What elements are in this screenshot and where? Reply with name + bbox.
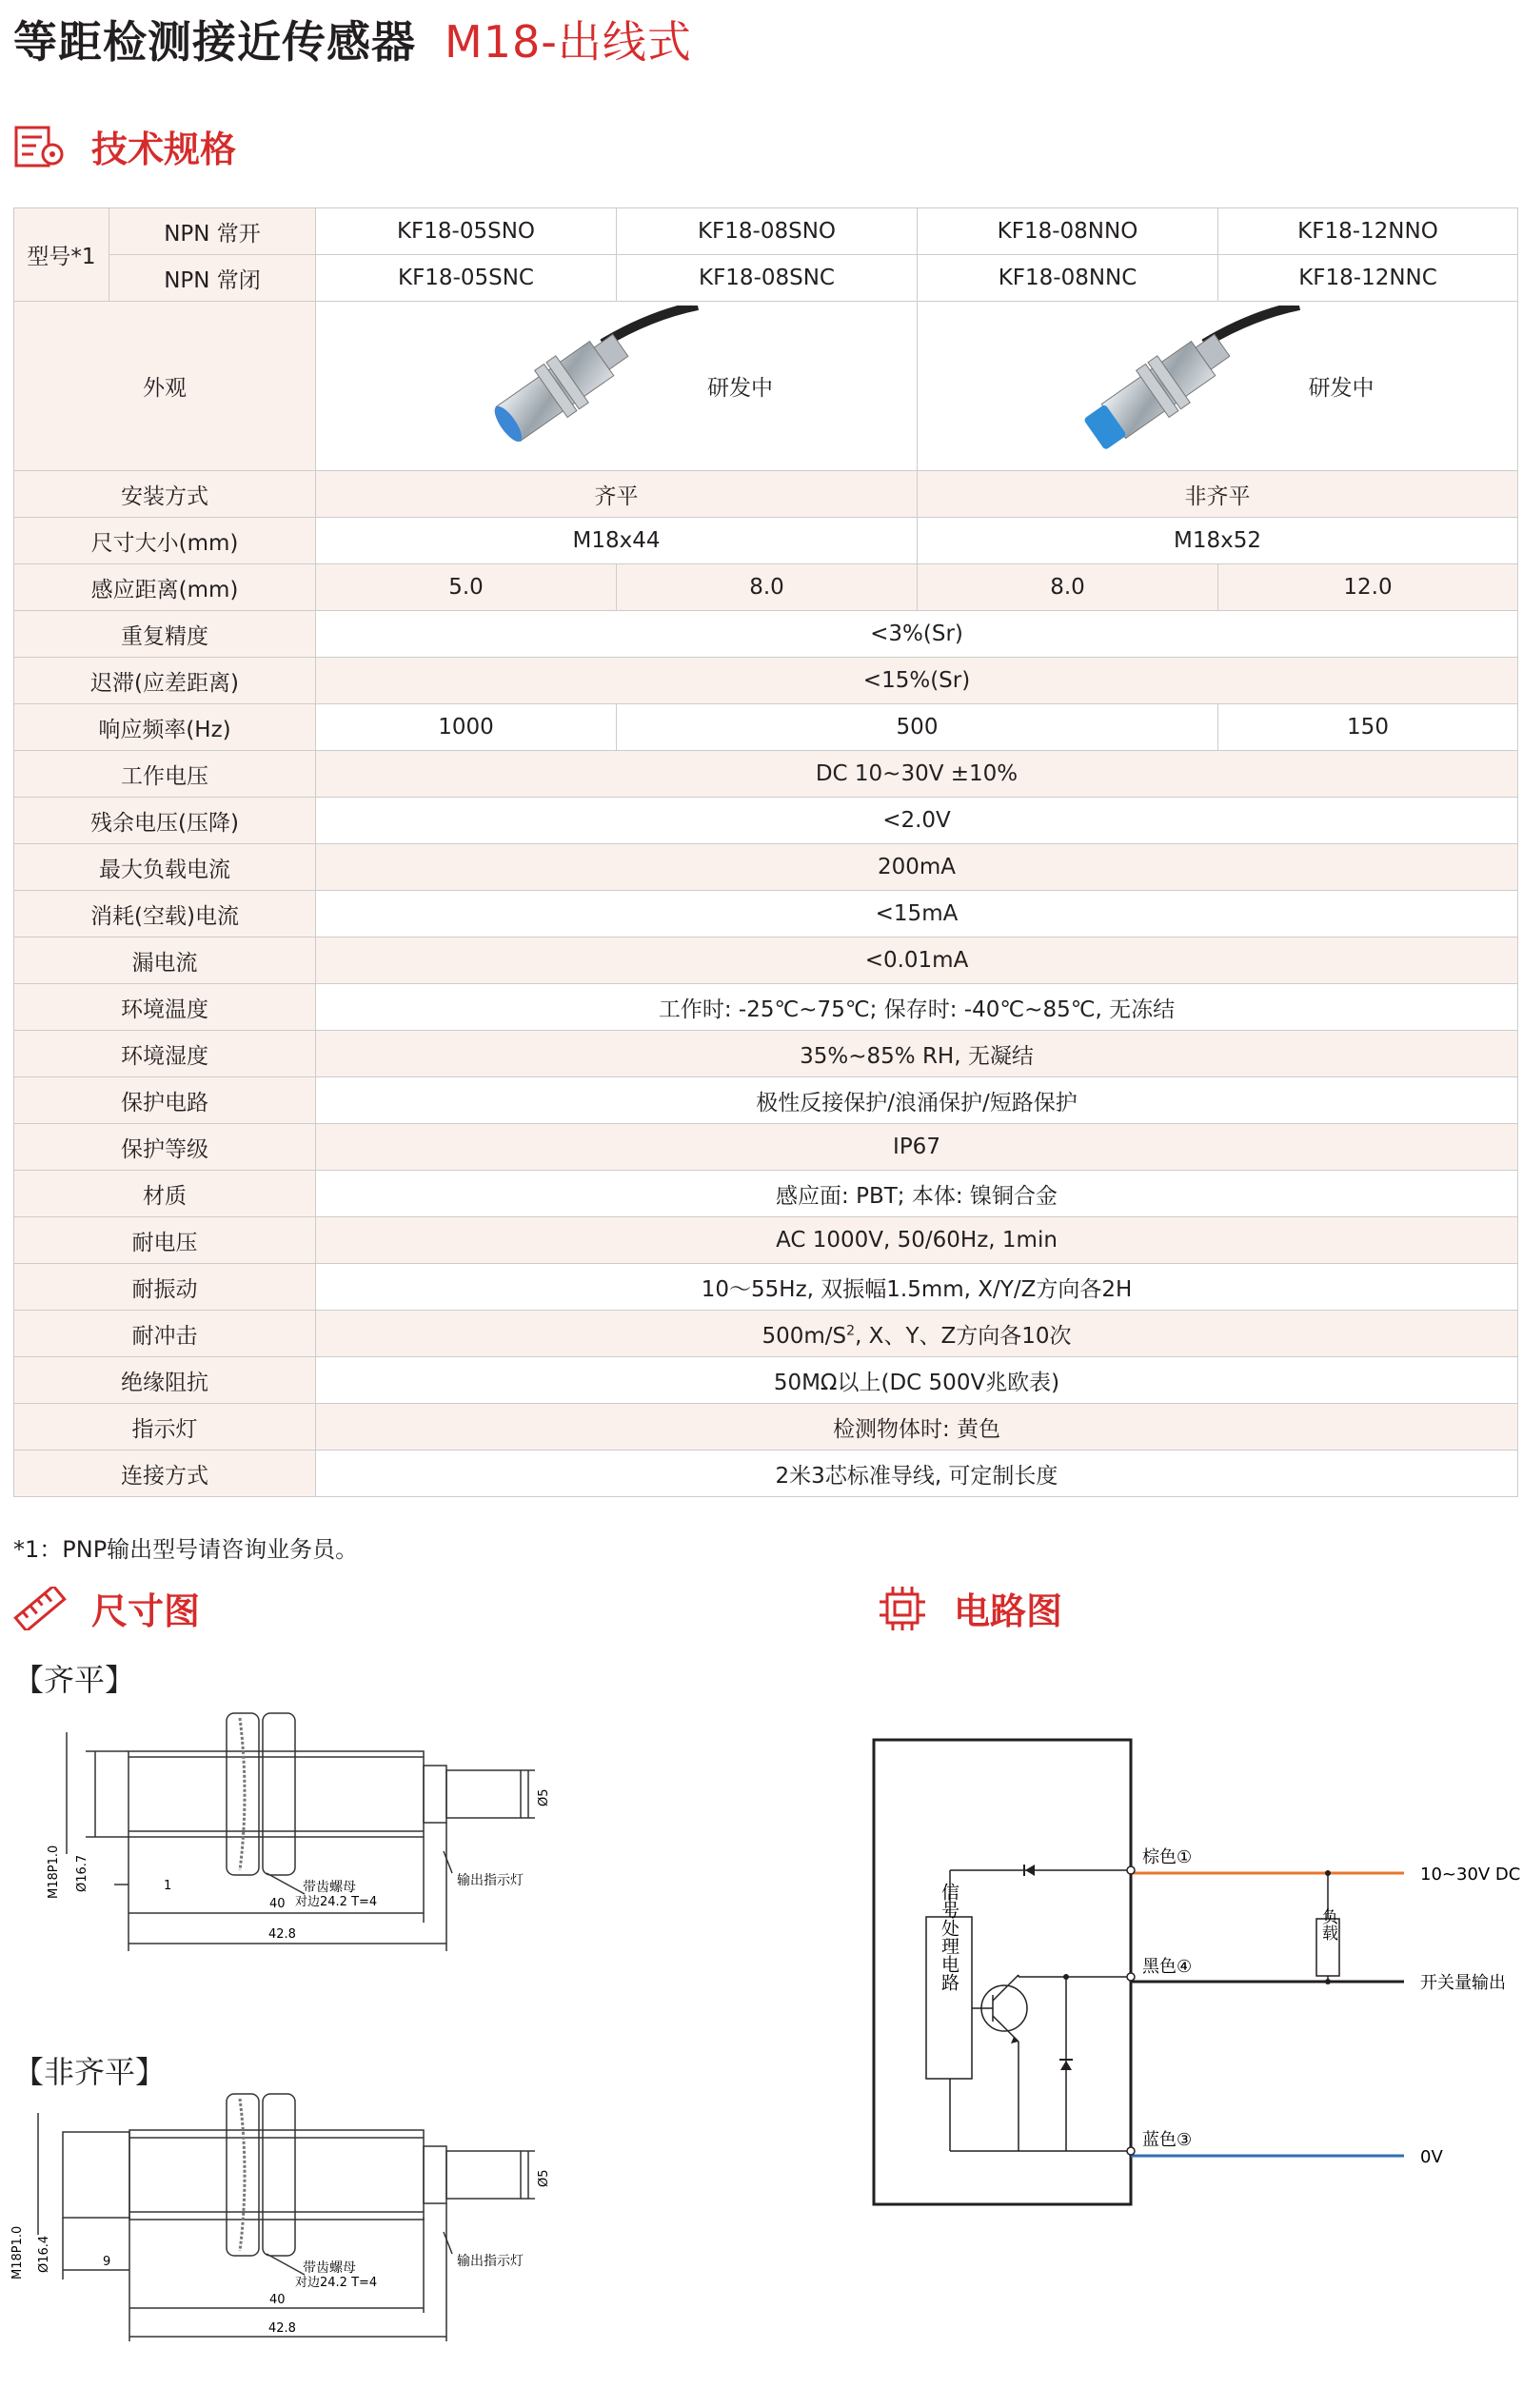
sensor-nonflush-image [1061,306,1309,467]
shock-value [316,1311,1518,1357]
insulation-label: 绝缘阻抗 [14,1357,316,1404]
model-nc-2: KF18-08SNC [617,255,918,302]
distance-3: 8.0 [918,564,1218,611]
leak-value: <0.01mA [316,938,1518,984]
withstand-label: 耐电压 [14,1217,316,1264]
mount-flush: 齐平 [316,471,918,518]
appearance-nonflush [918,302,1518,471]
ip-value: IP67 [316,1124,1518,1171]
distance-label: 感应距离(mm) [14,564,316,611]
nonflush-nut-spec: 对边24.2 T=4 [295,2276,378,2290]
temp-label: 环境温度 [14,984,316,1031]
appearance-status-flush: 研发中 [707,376,773,401]
humidity-value: 35%~85% RH, 无凝结 [316,1031,1518,1077]
maxload-value: 200mA [316,844,1518,891]
appearance-label: 外观 [14,302,316,471]
nonflush-cable-dia: Ø5 [537,2169,551,2187]
mount-nonflush: 非齐平 [918,471,1518,518]
signal-block-label: 信号处理电路 [939,1883,959,1991]
nonflush-len-a: 40 [269,2293,286,2307]
size-nonflush: M18x52 [918,518,1518,564]
flush-thread-text: M18P1.0 [47,1845,61,1899]
mount-label: 安装方式 [14,471,316,518]
ground-label: 0V [1420,2147,1443,2167]
distance-1: 5.0 [316,564,617,611]
flush-len-a: 40 [269,1897,286,1911]
appearance-status-nonflush: 研发中 [1308,376,1375,401]
flush-cable-dia: Ø5 [537,1788,551,1806]
voltage-value: DC 10~30V ±10% [316,751,1518,798]
npn-no-label: NPN 常开 [109,208,316,255]
title-main: 等距检测接近传感器 [13,16,416,68]
circuit-diagram [857,1732,1523,2227]
chip-icon [876,1585,929,1632]
nonflush-nut-label: 带齿螺母 [303,2260,356,2276]
page-title [13,8,692,70]
spec-sheet-icon [13,125,67,168]
flush-len-b: 42.8 [268,1927,296,1942]
humidity-label: 环境湿度 [14,1031,316,1077]
consumption-label: 消耗(空载)电流 [14,891,316,938]
connection-label: 连接方式 [14,1451,316,1497]
freq-2: 500 [617,704,1218,751]
material-value: 感应面: PBT; 本体: 镍铜合金 [316,1171,1518,1217]
insulation-value: 50MΩ以上(DC 500V兆欧表) [316,1357,1518,1404]
temp-value: 工作时: -25℃~75℃; 保存时: -40℃~85℃, 无冻结 [316,984,1518,1031]
residual-value: <2.0V [316,798,1518,844]
hysteresis-value: <15%(Sr) [316,658,1518,704]
model-nc-3: KF18-08NNC [918,255,1218,302]
npn-nc-label: NPN 常闭 [109,255,316,302]
material-label: 材质 [14,1171,316,1217]
sensor-flush-image [460,306,707,467]
load-label: 负载 [1318,1908,1337,1941]
flush-offset-text: 1 [164,1879,172,1893]
consumption-value: <15mA [316,891,1518,938]
vibration-label: 耐振动 [14,1264,316,1311]
indicator-label: 指示灯 [14,1404,316,1451]
nonflush-len-b: 42.8 [268,2321,296,2336]
model-no-2: KF18-08SNO [617,208,918,255]
model-nc-4: KF18-12NNC [1218,255,1518,302]
circuit-section-heading [876,1582,1062,1634]
flush-nut-label: 带齿螺母 [303,1880,356,1895]
flush-nut-spec: 对边24.2 T=4 [295,1895,378,1909]
flush-led-label: 输出指示灯 [457,1873,524,1888]
nonflush-drawing-label: 【非齐平】 [13,2054,167,2090]
model-no-4: KF18-12NNO [1218,208,1518,255]
output-label: 开关量输出 [1420,1973,1506,1993]
protect-label: 保护电路 [14,1077,316,1124]
model-nc-1: KF18-05SNC [316,255,617,302]
flush-dia-text: Ø16.7 [75,1854,89,1892]
shock-sup: 2 [846,1322,856,1338]
flush-dimension-drawing [0,1694,590,2018]
brown-label: 棕色① [1142,1847,1193,1867]
freq-3: 150 [1218,704,1518,751]
nonflush-dimension-drawing [0,2075,590,2398]
dimension-section-heading [13,1582,200,1634]
shock-label: 耐冲击 [14,1311,316,1357]
black-label: 黑色④ [1142,1957,1193,1977]
dimension-section-title: 尺寸图 [91,1590,201,1632]
vibration-value: 10～55Hz, 双振幅1.5mm, X/Y/Z方向各2H [316,1264,1518,1311]
spec-table [13,207,1518,1497]
nonflush-thread-text: M18P1.0 [10,2225,25,2280]
nonflush-dia-text: Ø16.4 [37,2235,51,2273]
nonflush-offset-text: 9 [103,2255,111,2269]
protect-value: 极性反接保护/浪涌保护/短路保护 [316,1077,1518,1124]
indicator-value: 检测物体时: 黄色 [316,1404,1518,1451]
voltage-label: 工作电压 [14,751,316,798]
footnote: *1：PNP输出型号请咨询业务员。 [13,1536,359,1563]
shock-rest: , X、Y、Z方向各10次 [855,1323,1072,1349]
size-label: 尺寸大小(mm) [14,518,316,564]
nonflush-led-label: 输出指示灯 [457,2254,524,2269]
title-sub: M18-出线式 [445,16,692,68]
freq-1: 1000 [316,704,617,751]
repeat-label: 重复精度 [14,611,316,658]
maxload-label: 最大负载电流 [14,844,316,891]
model-no-1: KF18-05SNO [316,208,617,255]
ruler-icon [13,1587,67,1630]
appearance-flush [316,302,918,471]
distance-2: 8.0 [617,564,918,611]
supply-label: 10~30V DC [1420,1865,1521,1885]
blue-label: 蓝色③ [1142,2130,1193,2150]
spec-section-title: 技术规格 [91,128,237,170]
model-no-3: KF18-08NNO [918,208,1218,255]
distance-4: 12.0 [1218,564,1518,611]
shock-main: 500m/S [762,1323,847,1349]
model-label: 型号*1 [14,208,109,302]
size-flush: M18x44 [316,518,918,564]
flush-drawing-label: 【齐平】 [13,1662,136,1698]
freq-label: 响应频率(Hz) [14,704,316,751]
withstand-value: AC 1000V, 50/60Hz, 1min [316,1217,1518,1264]
repeat-value: <3%(Sr) [316,611,1518,658]
hysteresis-label: 迟滞(应差距离) [14,658,316,704]
connection-value: 2米3芯标准导线, 可定制长度 [316,1451,1518,1497]
spec-section-heading [13,120,236,172]
leak-label: 漏电流 [14,938,316,984]
ip-label: 保护等级 [14,1124,316,1171]
residual-label: 残余电压(压降) [14,798,316,844]
circuit-section-title: 电路图 [954,1590,1063,1632]
